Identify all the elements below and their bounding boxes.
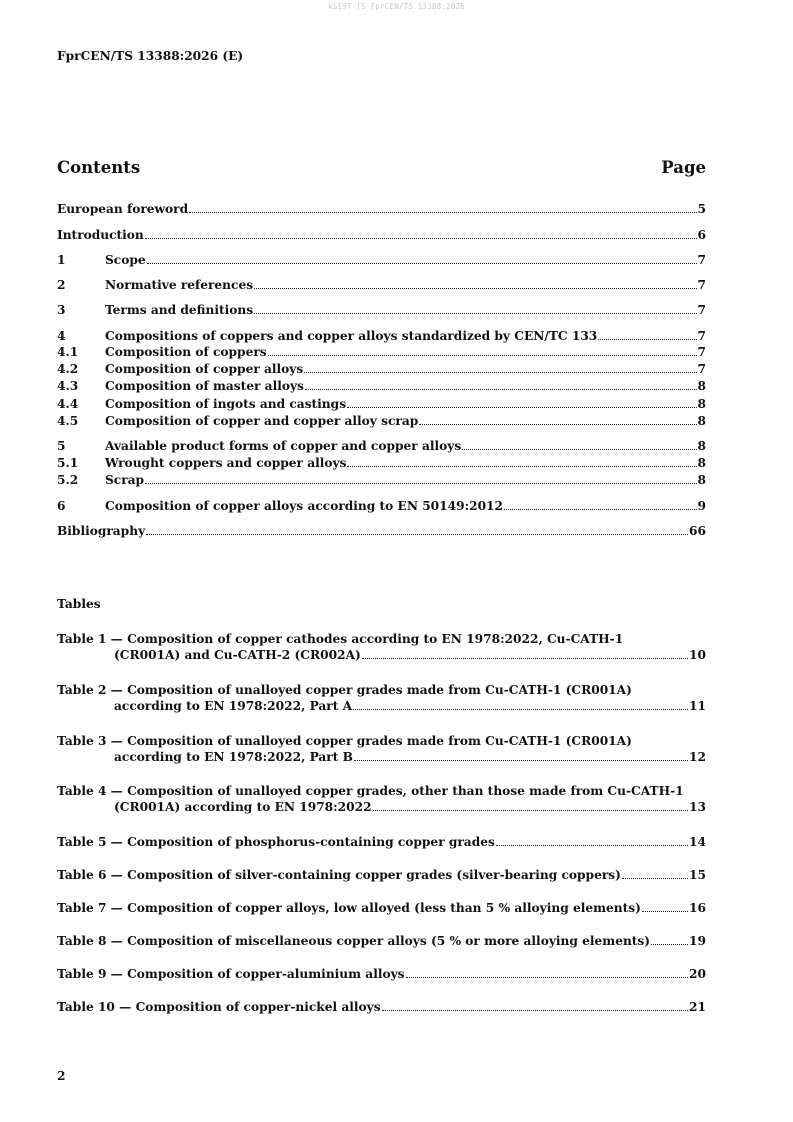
toc-entry[interactable]	[57, 438, 706, 454]
toc-entry-title: Wrought coppers and copper alloys	[105, 456, 347, 470]
document-id: FprCEN/TS 13388:2026 (E)	[57, 49, 244, 63]
toc-entry[interactable]	[57, 498, 706, 514]
toc-entry-number: 5	[57, 439, 66, 453]
toc-entry-page: 8	[697, 379, 706, 393]
toc-entry-number: 4.4	[57, 397, 79, 411]
table-list-entry-page: 15	[689, 868, 706, 882]
toc-entry[interactable]	[57, 361, 706, 377]
table-list-entry[interactable]	[57, 999, 706, 1015]
toc-entry-number: 5.1	[57, 456, 79, 470]
dot-leader	[254, 302, 696, 314]
table-list-entry[interactable]	[57, 733, 706, 765]
dot-leader	[189, 201, 696, 213]
dot-leader	[305, 378, 697, 390]
table-list-entry-title: Table 4 — Composition of unalloyed copper grades, other than those made from Cu-CATH-1	[57, 784, 684, 798]
dot-leader	[642, 900, 688, 912]
toc-entry-title: Scrap	[105, 473, 145, 487]
dot-leader	[145, 227, 697, 239]
table-list-entry-title: Table 8 — Composition of miscellaneous copper alloys (5 % or more alloying elements)	[57, 934, 651, 948]
toc-entry[interactable]	[57, 413, 706, 429]
dot-leader	[651, 933, 688, 945]
toc-entry[interactable]	[57, 302, 706, 318]
toc-entry-title: Terms and definitions	[105, 303, 254, 317]
table-list-entry-title: Table 3 — Composition of unalloyed copper grades made from Cu-CATH-1 (CR001A)	[57, 734, 632, 748]
toc-entry[interactable]	[57, 396, 706, 412]
toc-entry[interactable]	[57, 472, 706, 488]
dot-leader	[347, 455, 696, 467]
table-list-entry-title-continued: according to EN 1978:2022, Part B	[114, 750, 353, 764]
dot-leader	[146, 523, 688, 535]
table-list-entry-page: 14	[689, 835, 706, 849]
toc-entry-page: 5	[697, 202, 706, 216]
dot-leader	[622, 867, 688, 879]
table-list-entry-page: 11	[689, 699, 706, 713]
table-list-entry[interactable]	[57, 933, 706, 949]
table-list-entry[interactable]	[57, 834, 706, 850]
dot-leader	[147, 252, 697, 264]
toc-entry[interactable]	[57, 523, 706, 539]
table-list-entry-title-continued: according to EN 1978:2022, Part A	[114, 699, 353, 713]
toc-entry-title: Introduction	[57, 228, 144, 242]
dot-leader	[373, 799, 688, 811]
toc-entry-page: 7	[697, 253, 706, 267]
toc-entry-number: 5.2	[57, 473, 79, 487]
toc-entry-page: 9	[697, 499, 706, 513]
toc-entry[interactable]	[57, 252, 706, 268]
toc-entry[interactable]	[57, 328, 706, 344]
toc-entry-title: Composition of copper alloys according to EN 50149:2012	[105, 499, 504, 513]
table-list-entry-title: Table 7 — Composition of copper alloys, low alloyed (less than 5 % alloying elements)	[57, 901, 641, 915]
toc-entry-page: 7	[697, 303, 706, 317]
dot-leader	[268, 344, 697, 356]
contents-title: Contents	[57, 158, 141, 177]
toc-entry-title: European foreword	[57, 202, 189, 216]
table-list-entry[interactable]	[57, 783, 706, 815]
toc-entry-title: Compositions of coppers and copper alloys standardized by CEN/TC 133	[105, 329, 598, 343]
table-list-entry[interactable]	[57, 631, 706, 663]
toc-entry-title: Scope	[105, 253, 146, 267]
dot-leader	[504, 498, 696, 510]
dot-leader	[353, 698, 688, 710]
dot-leader	[254, 277, 696, 289]
table-list-entry-title-continued: (CR001A) and Cu-CATH-2 (CR002A)	[114, 648, 361, 662]
toc-entry-page: 7	[697, 345, 706, 359]
toc-entry-number: 4.5	[57, 414, 79, 428]
table-list-entry[interactable]	[57, 867, 706, 883]
toc-entry-title: Composition of ingots and castings	[105, 397, 347, 411]
table-list-entry-page: 10	[689, 648, 706, 662]
table-list-entry-page: 12	[689, 750, 706, 764]
page-column-label: Page	[661, 158, 706, 177]
toc-entry-number: 6	[57, 499, 66, 513]
toc-entry[interactable]	[57, 455, 706, 471]
table-list-entry-title: Table 1 — Composition of copper cathodes according to EN 1978:2022, Cu-CATH-1	[57, 632, 624, 646]
tables-heading: Tables	[57, 597, 101, 611]
toc-entry-number: 2	[57, 278, 66, 292]
table-list-entry[interactable]	[57, 682, 706, 714]
toc-entry-number: 1	[57, 253, 66, 267]
table-list-entry-title: Table 6 — Composition of silver-containing copper grades (silver-bearing coppers)	[57, 868, 621, 882]
toc-entry[interactable]	[57, 201, 706, 217]
toc-entry-number: 4.3	[57, 379, 79, 393]
toc-entry-title: Normative references	[105, 278, 254, 292]
table-list-entry-title: Table 5 — Composition of phosphorus-containing copper grades	[57, 835, 495, 849]
toc-entry-number: 4.2	[57, 362, 79, 376]
toc-entry-page: 7	[697, 329, 706, 343]
dot-leader	[347, 396, 696, 408]
page-number: 2	[57, 1069, 66, 1083]
table-list-entry-page: 13	[689, 800, 706, 814]
toc-entry-title: Composition of copper alloys	[105, 362, 304, 376]
dot-leader	[145, 472, 696, 484]
dot-leader	[462, 438, 696, 450]
toc-entry[interactable]	[57, 378, 706, 394]
dot-leader	[419, 413, 696, 425]
toc-entry-title: Bibliography	[57, 524, 146, 538]
toc-entry[interactable]	[57, 227, 706, 243]
toc-entry-title: Available product forms of copper and copper alloys	[105, 439, 462, 453]
toc-entry-title: Composition of copper and copper alloy scrap	[105, 414, 419, 428]
toc-entry-page: 7	[697, 278, 706, 292]
toc-entry-number: 3	[57, 303, 66, 317]
dot-leader	[382, 999, 688, 1011]
dot-leader	[598, 328, 696, 340]
toc-entry-title: Composition of master alloys	[105, 379, 304, 393]
toc-entry[interactable]	[57, 344, 706, 360]
toc-entry-number: 4.1	[57, 345, 79, 359]
table-list-entry-title: Table 2 — Composition of unalloyed copper grades made from Cu-CATH-1 (CR001A)	[57, 683, 632, 697]
dot-leader	[362, 647, 688, 659]
table-list-entry-page: 21	[689, 1000, 706, 1014]
dot-leader	[406, 966, 688, 978]
toc-entry-page: 8	[697, 473, 706, 487]
table-list-entry-title-continued: (CR001A) according to EN 1978:2022	[114, 800, 372, 814]
watermark: kSIST-TS FprCEN/TS 13388:2026	[328, 2, 465, 11]
toc-entry-number: 4	[57, 329, 66, 343]
table-list-entry-page: 19	[689, 934, 706, 948]
dot-leader	[496, 834, 688, 846]
toc-entry-page: 66	[689, 524, 706, 538]
toc-entry-page: 8	[697, 414, 706, 428]
toc-entry[interactable]	[57, 277, 706, 293]
toc-entry-page: 7	[697, 362, 706, 376]
table-list-entry-page: 16	[689, 901, 706, 915]
toc-entry-title: Composition of coppers	[105, 345, 267, 359]
table-list-entry-title: Table 9 — Composition of copper-aluminium alloys	[57, 967, 405, 981]
table-list-entry[interactable]	[57, 966, 706, 982]
table-list-entry[interactable]	[57, 900, 706, 916]
table-list-entry-title: Table 10 — Composition of copper-nickel alloys	[57, 1000, 381, 1014]
toc-entry-page: 8	[697, 439, 706, 453]
toc-entry-page: 8	[697, 456, 706, 470]
contents-header	[57, 158, 706, 177]
dot-leader	[304, 361, 696, 373]
dot-leader	[354, 749, 688, 761]
toc-entry-page: 6	[697, 228, 706, 242]
table-list-entry-page: 20	[689, 967, 706, 981]
toc-entry-page: 8	[697, 397, 706, 411]
